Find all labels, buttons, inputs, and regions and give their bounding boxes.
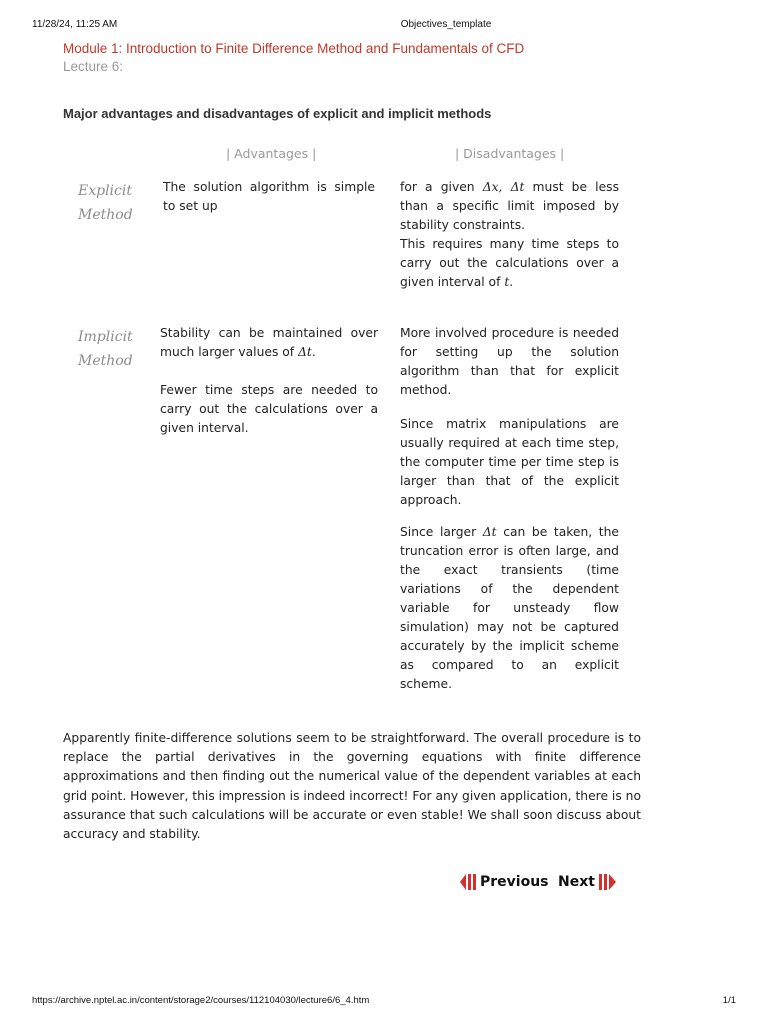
text-fragment: . — [311, 345, 316, 359]
math-delta-t: Δt — [482, 525, 497, 539]
lecture-label: Lecture 6: — [63, 59, 124, 74]
previous-button[interactable] — [460, 873, 549, 891]
text-fragment: Since larger — [400, 525, 483, 539]
math-delta-x-delta-t: Δx, Δt — [482, 180, 525, 194]
text-fragment: for a given — [400, 180, 483, 194]
text-fragment: must be less than a specific limit imposed by stability constraints. — [400, 180, 619, 232]
module-title: Module 1: Introduction to Finite Difference Method and Fundamentals of CFD — [63, 41, 525, 56]
previous-label: Previous — [480, 874, 549, 890]
next-arrow-icon — [599, 873, 619, 891]
row-label-implicit-line2: Method — [78, 353, 133, 369]
implicit-advantage-p2: Fewer time steps are needed to carry out the calculations over a given interval. — [160, 383, 378, 435]
implicit-advantage — [160, 324, 378, 438]
text-fragment: Stability can be maintained over much larger values of — [160, 326, 378, 359]
column-header-disadvantages: | Disadvantages | — [455, 146, 565, 161]
explicit-disadvantage — [400, 178, 619, 292]
row-label-explicit — [78, 179, 148, 227]
explicit-disadvantage-p1 — [400, 178, 619, 235]
implicit-disadvantage-p1: More involved procedure is needed for setting up the solution algorithm than that for explicit method. — [400, 326, 619, 397]
row-label-implicit-line1: Implicit — [78, 329, 133, 345]
implicit-disadvantage — [400, 324, 619, 694]
math-delta-t: Δt — [298, 345, 312, 359]
explicit-advantage — [163, 178, 375, 216]
row-label-implicit — [78, 325, 148, 373]
text-fragment: This requires many time steps to carry out the calculations over a given interval of — [400, 237, 619, 289]
print-date: 11/28/24, 11:25 AM — [32, 19, 118, 30]
implicit-disadvantage-p2: Since matrix manipulations are usually required at each time step, the computer time per time step is larger than that of the explicit approach. — [400, 417, 619, 507]
print-url: https://archive.nptel.ac.in/content/storage2/courses/112104030/lecture6/6_4.htm — [32, 995, 370, 1006]
print-page-number: 1/1 — [722, 995, 736, 1006]
implicit-advantage-p1 — [160, 324, 378, 362]
section-heading: Major advantages and disadvantages of explicit and implicit methods — [63, 106, 492, 121]
print-page-title: Objectives_template — [400, 19, 492, 30]
column-header-advantages: | Advantages | — [226, 146, 317, 161]
math-t: t — [504, 275, 510, 289]
implicit-disadvantage-p3 — [400, 523, 619, 694]
text-fragment: can be taken, the truncation error is often large, and the exact transients (time variations of the dependent variable for unsteady flow simulation) may not be captured accurately by the implicit scheme as compared to an explicit scheme. — [400, 525, 619, 691]
next-label: Next — [558, 874, 595, 890]
row-label-explicit-line2: Method — [78, 207, 133, 223]
explicit-disadvantage-p2 — [400, 235, 619, 292]
row-label-explicit-line1: Explicit — [78, 183, 132, 199]
next-button[interactable] — [558, 873, 619, 891]
explicit-advantage-text: The solution algorithm is simple to set up — [163, 180, 375, 213]
text-fragment: . — [509, 275, 514, 289]
previous-arrow-icon — [460, 873, 480, 891]
body-paragraph: Apparently finite-difference solutions seem to be straightforward. The overall procedure is to replace the partial derivatives in the governing equations with finite difference approximations and then finding out the numerical value of the dependent variables at each grid point. However, this impression is indeed incorrect! For any given application, there is no assurance that such calculations will be accurate or even stable! We shall soon discuss about accuracy and stability. — [63, 731, 641, 842]
